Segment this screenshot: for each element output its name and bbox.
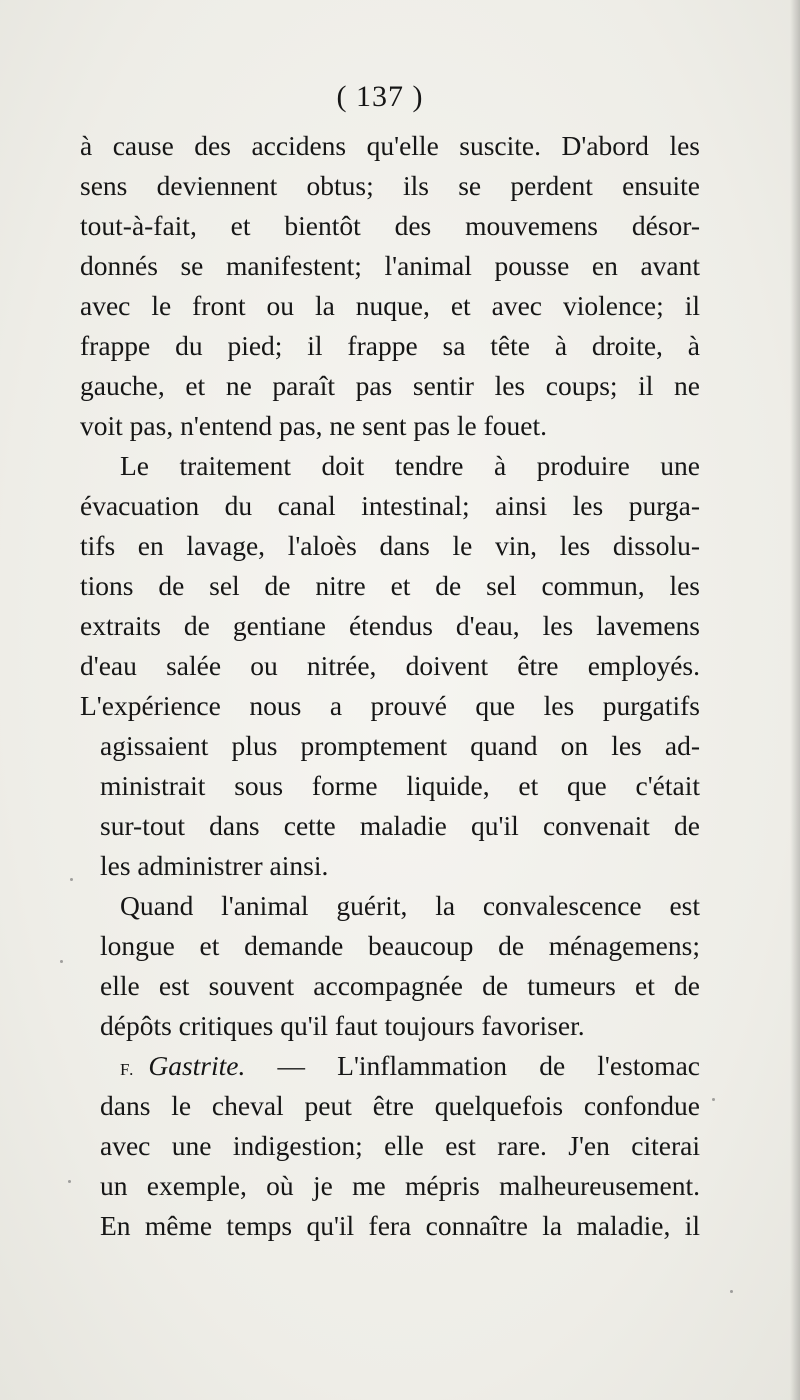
text-line: évacuation du canal intestinal; ainsi les purga- bbox=[80, 490, 700, 521]
text-line: un exemple, où je me mépris malheureusement. bbox=[100, 1170, 700, 1201]
text-line: tifs en lavage, l'aloès dans le vin, les dissolu- bbox=[80, 530, 700, 561]
text-line: voit pas, n'entend pas, ne sent pas le fouet. bbox=[80, 410, 547, 441]
text-line: sur-tout dans cette maladie qu'il convenait de bbox=[100, 810, 700, 841]
paper-speck bbox=[70, 878, 73, 881]
text-line: d'eau salée ou nitrée, doivent être employés. bbox=[80, 650, 700, 681]
text-line: avec le front ou la nuque, et avec violence; il bbox=[80, 290, 700, 321]
text-line: à cause des accidens qu'elle suscite. D'abord les bbox=[80, 130, 700, 161]
page-number: ( 137 ) bbox=[336, 80, 424, 113]
text-line: En même temps qu'il fera connaître la maladie, il bbox=[100, 1210, 700, 1241]
section-title: Gastrite. bbox=[148, 1050, 246, 1081]
body-text bbox=[80, 126, 700, 1246]
text-line: elle est souvent accompagnée de tumeurs et de bbox=[100, 970, 700, 1001]
text-line: avec une indigestion; elle est rare. J'en citerai bbox=[100, 1130, 700, 1161]
text-line: dans le cheval peut être quelquefois confondue bbox=[100, 1090, 700, 1121]
text-line: longue et demande beaucoup de ménagemens; bbox=[100, 930, 700, 961]
text-line: gauche, et ne paraît pas sentir les coups; il ne bbox=[80, 370, 700, 401]
paragraph-start-line: Quand l'animal guérit, la convalescence est bbox=[120, 890, 700, 921]
text-line: agissaient plus promptement quand on les ad- bbox=[100, 730, 700, 761]
text-line: sens deviennent obtus; ils se perdent ensuite bbox=[80, 170, 700, 201]
text-line: ministrait sous forme liquide, et que c'était bbox=[100, 770, 700, 801]
text-line: tions de sel de nitre et de sel commun, les bbox=[80, 570, 700, 601]
text-line: tout-à-fait, et bientôt des mouvemens désor- bbox=[80, 210, 700, 241]
text-line: dépôts critiques qu'il faut toujours favoriser. bbox=[100, 1010, 585, 1041]
text-line: donnés se manifestent; l'animal pousse en avant bbox=[80, 250, 700, 281]
paper-speck bbox=[68, 1180, 71, 1183]
section-text: — L'inflammation de l'estomac bbox=[277, 1050, 700, 1081]
text-line: frappe du pied; il frappe sa tête à droite, à bbox=[80, 330, 700, 361]
text-line: L'expérience nous a prouvé que les purgatifs bbox=[80, 690, 700, 721]
page-edge-shadow bbox=[790, 0, 800, 1400]
section-marker: F. bbox=[120, 1060, 135, 1079]
paper-speck bbox=[60, 960, 63, 963]
paper-speck bbox=[712, 1098, 715, 1101]
text-line: extraits de gentiane étendus d'eau, les lavemens bbox=[80, 610, 700, 641]
paragraph-start-line: Le traitement doit tendre à produire une bbox=[120, 450, 700, 481]
section-heading-line bbox=[80, 1046, 700, 1086]
paper-speck bbox=[730, 1290, 733, 1293]
text-line: les administrer ainsi. bbox=[100, 850, 329, 881]
